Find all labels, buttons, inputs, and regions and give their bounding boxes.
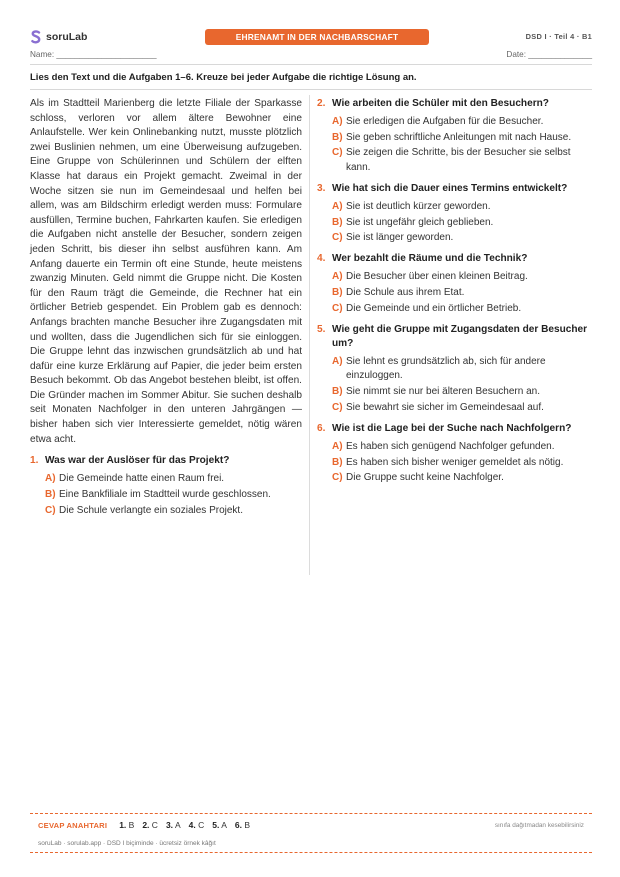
page-header bbox=[30, 28, 592, 68]
option-c[interactable] bbox=[332, 471, 592, 485]
option-letter: C) bbox=[332, 472, 343, 484]
option-c[interactable] bbox=[332, 231, 592, 245]
option-text: Sie nimmt sie nur bei älteren Besuchern an. bbox=[346, 385, 540, 397]
answer-item: 2. C bbox=[142, 820, 158, 830]
right-column bbox=[317, 97, 592, 487]
option-text: Eine Bankfiliale im Stadtteil wurde geschlossen. bbox=[59, 488, 271, 500]
column-divider bbox=[309, 95, 310, 575]
answer-item: 4. C bbox=[188, 820, 205, 830]
option-a[interactable] bbox=[332, 440, 592, 454]
answer-item: 6. B bbox=[234, 820, 251, 830]
option-letter: A) bbox=[332, 200, 343, 212]
option-b[interactable] bbox=[45, 488, 302, 502]
footer-text: soruLab · sorulab.app · DSD I biçiminde · ücretsiz örnek kâğıt bbox=[38, 840, 216, 847]
answer-key-title: CEVAP ANAHTARI bbox=[38, 820, 108, 830]
question-number: 6. bbox=[317, 422, 326, 434]
option-b[interactable] bbox=[332, 456, 592, 470]
answer-key-note: sınıfa dağıtmadan kesebilirsiniz bbox=[494, 822, 584, 829]
option-a[interactable] bbox=[332, 270, 592, 284]
question-2 bbox=[317, 97, 592, 175]
left-column bbox=[30, 97, 302, 519]
question-text: Wie geht die Gruppe mit Zugangsdaten der Besucher um? bbox=[332, 324, 588, 350]
question-1 bbox=[30, 454, 302, 518]
question-number: 1. bbox=[30, 455, 39, 467]
option-letter: B) bbox=[332, 287, 343, 299]
brand-logo bbox=[30, 30, 87, 44]
question-text: Wie ist die Lage bei der Suche nach Nachfolgern? bbox=[332, 422, 572, 434]
option-text: Sie lehnt es grundsätzlich ab, sich für andere einzuloggen. bbox=[346, 356, 546, 382]
instruction-divider bbox=[30, 89, 592, 90]
option-c[interactable] bbox=[332, 302, 592, 316]
option-text: Sie geben schriftliche Anleitungen mit nach Hause. bbox=[346, 131, 572, 143]
option-text: Sie ist ungefähr gleich geblieben. bbox=[346, 216, 494, 228]
question-3 bbox=[317, 182, 592, 246]
option-a[interactable] bbox=[332, 115, 592, 129]
option-b[interactable] bbox=[332, 385, 592, 399]
option-a[interactable] bbox=[332, 355, 592, 383]
option-letter: B) bbox=[332, 131, 343, 143]
option-letter: C) bbox=[332, 401, 343, 413]
option-letter: A) bbox=[332, 116, 343, 127]
option-letter: A) bbox=[332, 271, 343, 283]
option-c[interactable] bbox=[332, 401, 592, 415]
brand-name: soruLab bbox=[46, 31, 88, 43]
answer-key-strip bbox=[30, 813, 592, 853]
question-6 bbox=[317, 422, 592, 486]
sorulab-logo-icon bbox=[30, 30, 42, 44]
question-text: Wer bezahlt die Räume und die Technik? bbox=[332, 253, 528, 265]
option-c[interactable] bbox=[332, 146, 592, 174]
date-field: Date: ______________ bbox=[506, 50, 592, 59]
option-text: Es haben sich bisher weniger gemeldet als nötig. bbox=[346, 456, 564, 468]
option-letter: C) bbox=[332, 147, 343, 159]
answer-item: 3. A bbox=[165, 820, 181, 830]
option-letter: C) bbox=[332, 232, 343, 244]
name-field: Name: ______________________ bbox=[30, 50, 157, 59]
topic-badge: EHRENAMT IN DER NACHBARSCHAFT bbox=[205, 29, 429, 45]
option-letter: B) bbox=[45, 488, 56, 500]
question-5 bbox=[317, 323, 592, 415]
option-text: Die Schule verlangte ein soziales Projekt. bbox=[59, 504, 243, 516]
question-text: Wie arbeiten die Schüler mit den Besuchern? bbox=[332, 98, 549, 109]
question-number: 4. bbox=[317, 253, 326, 265]
option-letter: B) bbox=[332, 385, 343, 397]
option-letter: A) bbox=[45, 473, 56, 485]
option-a[interactable] bbox=[45, 472, 302, 486]
option-letter: A) bbox=[332, 440, 343, 452]
option-text: Die Gruppe sucht keine Nachfolger. bbox=[346, 472, 504, 484]
option-text: Sie erledigen die Aufgaben für die Besucher. bbox=[346, 116, 544, 127]
question-number: 5. bbox=[317, 324, 326, 336]
option-text: Die Schule aus ihrem Etat. bbox=[346, 287, 465, 299]
option-text: Die Besucher über einen kleinen Beitrag. bbox=[346, 271, 528, 283]
instruction: Lies den Text und die Aufgaben 1–6. Kreuze bei jeder Aufgabe die richtige Lösung an. bbox=[30, 72, 417, 83]
question-4 bbox=[317, 252, 592, 316]
option-text: Die Gemeinde hatte einen Raum frei. bbox=[59, 473, 225, 485]
header-divider bbox=[30, 64, 592, 65]
option-text: Sie ist länger geworden. bbox=[346, 232, 454, 244]
option-text: Sie zeigen die Schritte, bis der Besucher sie selbst kann. bbox=[346, 147, 571, 173]
option-text: Die Gemeinde und ein örtlicher Betrieb. bbox=[346, 302, 522, 314]
option-a[interactable] bbox=[332, 200, 592, 214]
option-letter: B) bbox=[332, 456, 343, 468]
option-text: Es haben sich genügend Nachfolger gefunden. bbox=[346, 440, 555, 452]
option-letter: B) bbox=[332, 216, 343, 228]
question-text: Wie hat sich die Dauer eines Termins entwickelt? bbox=[332, 182, 568, 194]
option-b[interactable] bbox=[332, 216, 592, 230]
option-letter: C) bbox=[45, 504, 56, 516]
question-number: 2. bbox=[317, 98, 326, 109]
option-letter: C) bbox=[332, 302, 343, 314]
option-text: Sie ist deutlich kürzer geworden. bbox=[346, 200, 491, 212]
answer-item: 5. A bbox=[212, 820, 227, 830]
option-text: Sie bewahrt sie sicher im Gemeindesaal auf. bbox=[346, 401, 544, 413]
option-b[interactable] bbox=[332, 286, 592, 300]
answer-item: 1. B bbox=[119, 820, 135, 830]
reading-passage: Als im Stadtteil Marienberg die letzte Filiale der Sparkasse schloss, verloren vor allem ältere Bewohner eine Anlaufstelle. Wer kein Onlinebanking nutzt, musste plötzlich zwei Buslinien nehmen, um eine Überweisung aufzugeben. Eine Gruppe von Schülerinnen und Schülern der elften Klasse hat daraus ein Projekt gemacht. Zweimal in der Woche sitzen sie nun im Gemeindesaal und helfen bei allem, was am Bildschirm erledigt werden muss: Formulare ausfüllen, Termine buchen, Fahrkarten kaufen. Sie erledigen die Aufgaben nicht anstelle der Besucher, sondern zeigen jeden Schritt, bis dieser ihn selbst ausführen kann. Am Anfang dauerte ein Termin oft eine Stunde, heute meistens zwanzig Minuten. Geld nimmt die Gruppe nicht. Die Kosten für den Raum trägt die Gemeinde, die Rechner hat ein örtlicher Betrieb gespendet. Ein Problem gab es dennoch: Anfangs brachten manche Besucher ihre Zugangsdaten mit und wollten, dass die Jugendlichen sich für sie einloggen. Die Gruppe lehnt das inzwischen grundsätzlich ab und hat dafür eine kurze Erklärung auf Papier, die jeder beim ersten Besuch bekommt. Ob das Angebot bestehen bleibt, ist offen. Die Gründer machen im Sommer Abitur. Sie suchen deshalb seit Monaten Nachfolger in den unteren Jahrgängen — bisher haben sich vier Interessierte gemeldet, nötig wären etwa acht. bbox=[30, 98, 302, 445]
answer-key bbox=[38, 820, 250, 830]
option-letter: A) bbox=[332, 356, 343, 368]
question-text: Was war der Auslöser für das Projekt? bbox=[45, 455, 230, 467]
option-b[interactable] bbox=[332, 131, 592, 145]
exam-code: DSD I · Teil 4 · B1 bbox=[525, 32, 592, 41]
question-number: 3. bbox=[317, 182, 326, 194]
option-c[interactable] bbox=[45, 504, 302, 518]
